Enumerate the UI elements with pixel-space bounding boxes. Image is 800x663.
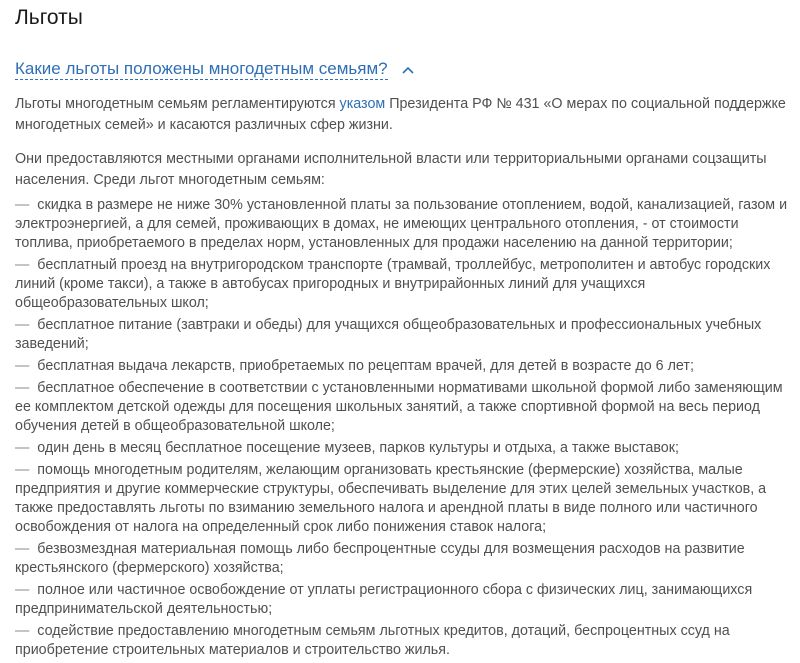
dash-bullet: — bbox=[15, 582, 30, 598]
benefits-intro-paragraph: Они предоставляются местными органами исполнительной власти или территориальными органами соцзащиты населения. Среди льгот многодетным семьям: bbox=[15, 151, 767, 188]
benefit-item bbox=[15, 357, 790, 376]
benefit-item bbox=[15, 581, 790, 619]
benefit-text: бесплатное обеспечение в соответствии с установленными нормативами школьной формой либо заменяющим ее комплектом детской одежды для посещения школьных занятий, а также спортивной формой на весь период обучения детей в общеобразовательной школе; bbox=[15, 380, 783, 434]
section-title: Льготы bbox=[15, 6, 83, 29]
benefit-text: один день в месяц бесплатное посещение музеев, парков культуры и отдыха, а также выставок; bbox=[37, 440, 679, 456]
benefit-item bbox=[15, 316, 790, 354]
benefit-item bbox=[15, 196, 790, 253]
benefit-item bbox=[15, 461, 790, 537]
dash-bullet: — bbox=[15, 541, 30, 557]
dash-bullet: — bbox=[15, 440, 30, 456]
benefit-text: помощь многодетным родителям, желающим организовать крестьянские (фермерские) хозяйства, малые предприятия и другие коммерческие структуры, обеспечивать выделение для этих целей земельных участков, а также предоставлять льготы по взиманию земельного налога и арендной платы в виде полного или частичного освобождения от налога на определенный срок либо понижения ставок налога; bbox=[15, 462, 767, 535]
benefit-text: полное или частичное освобождение от уплаты регистрационного сбора с физических лиц, занимающихся предпринимательской деятельностью; bbox=[15, 582, 753, 617]
dash-bullet: — bbox=[15, 462, 30, 478]
benefit-text: безвозмездная материальная помощь либо беспроцентные ссуды для возмещения расходов на развитие крестьянского (фермерского) хозяйства; bbox=[15, 541, 745, 576]
intro-paragraph bbox=[15, 94, 790, 136]
benefit-item bbox=[15, 379, 790, 436]
benefit-text: бесплатный проезд на внутригородском транспорте (трамвай, троллейбус, метрополитен и автобус городских линий (кроме такси), а также в автобусах пригородных и внутрирайонных линий для учащихся общеобразовательных школ; bbox=[15, 257, 771, 311]
dash-bullet: — bbox=[15, 358, 30, 374]
intro-text-before: Льготы многодетным семьям регламентируются bbox=[15, 96, 340, 112]
chevron-up-icon[interactable] bbox=[402, 66, 414, 74]
benefit-item bbox=[15, 256, 790, 313]
benefit-text: бесплатное питание (завтраки и обеды) для учащихся общеобразовательных и профессиональных учебных заведений; bbox=[15, 317, 762, 352]
benefits-list bbox=[15, 196, 790, 663]
dash-bullet: — bbox=[15, 380, 30, 396]
benefit-text: содействие предоставлению многодетным семьям льготных кредитов, дотаций, беспроцентных ссуд на приобретение строительных материалов и строительство жилья. bbox=[15, 623, 730, 658]
benefit-text: бесплатная выдача лекарств, приобретаемых по рецептам врачей, для детей в возрасте до 6 лет; bbox=[37, 358, 694, 374]
decree-link[interactable]: указом bbox=[339, 96, 386, 112]
faq-question-toggle[interactable] bbox=[15, 59, 414, 79]
faq-question-text[interactable]: Какие льготы положены многодетным семьям? bbox=[15, 59, 388, 78]
dash-bullet: — bbox=[15, 623, 30, 639]
benefit-text: скидка в размере не ниже 30% установленной платы за пользование отоплением, водой, канализацией, газом и электроэнергией, а для семей, проживающих в домах, не имеющих центрального отопления, - от стоимости топлива, приобретаемого в пределах норм, установленных для продажи населению на данной территории; bbox=[15, 197, 788, 251]
dash-bullet: — bbox=[15, 257, 30, 273]
benefit-item bbox=[15, 622, 790, 660]
intro-text-after: Президента РФ № 431 «О мерах по социальной поддержке многодетных семей» и касаются различных сфер жизни. bbox=[15, 96, 786, 133]
benefit-item bbox=[15, 439, 790, 458]
dash-bullet: — bbox=[15, 317, 30, 333]
dash-bullet: — bbox=[15, 197, 30, 213]
benefit-item bbox=[15, 540, 790, 578]
